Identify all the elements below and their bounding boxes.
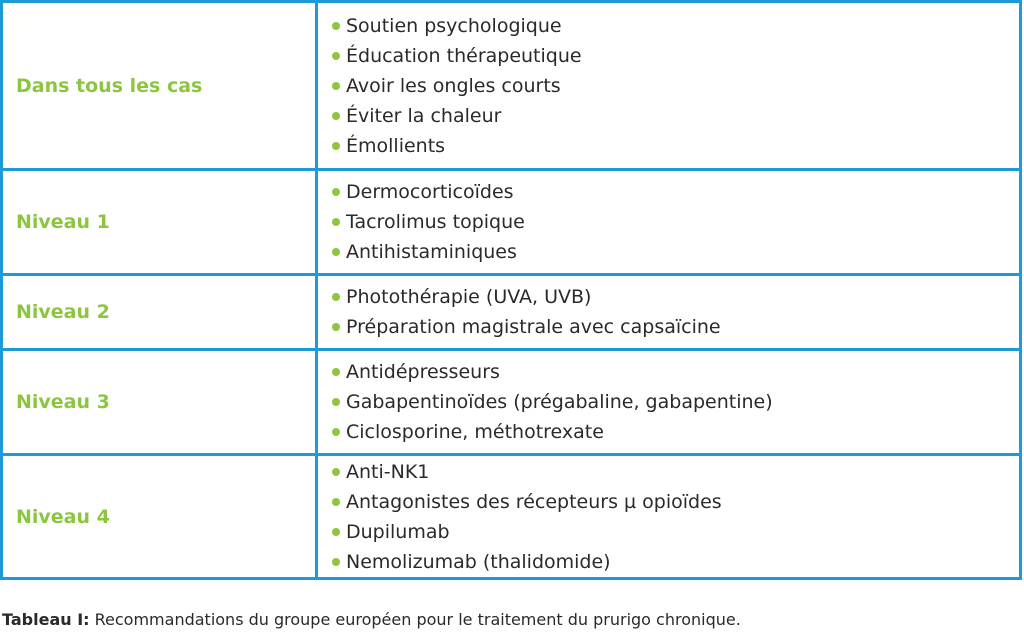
table-row: [3, 168, 1019, 273]
caption-text: Recommandations du groupe européen pour le traitement du prurigo chronique.: [89, 610, 741, 629]
row-label: Niveau 4: [3, 456, 318, 577]
table-caption: [2, 610, 741, 629]
list-item: Gabapentinoïdes (prégabaline, gabapentine): [332, 387, 1019, 417]
bullet-icon: [332, 248, 340, 256]
list-item: Tacrolimus topique: [332, 207, 1019, 237]
table-row: [3, 453, 1019, 577]
list-item: Dermocorticoïdes: [332, 177, 1019, 207]
bullet-icon: [332, 398, 340, 406]
list-item: Dupilumab: [332, 517, 1019, 547]
list-item: Nemolizumab (thalidomide): [332, 547, 1019, 577]
bullet-icon: [332, 82, 340, 90]
bullet-icon: [332, 368, 340, 376]
list-item: Éducation thérapeutique: [332, 41, 1019, 71]
treatment-list: [318, 171, 1019, 273]
list-item: Antidépresseurs: [332, 357, 1019, 387]
bullet-icon: [332, 468, 340, 476]
bullet-icon: [332, 188, 340, 196]
list-item: Soutien psychologique: [332, 11, 1019, 41]
row-label: Niveau 2: [3, 276, 318, 348]
bullet-icon: [332, 218, 340, 226]
list-item: Ciclosporine, méthotrexate: [332, 417, 1019, 447]
list-item: Avoir les ongles courts: [332, 71, 1019, 101]
bullet-icon: [332, 498, 340, 506]
list-item: Éviter la chaleur: [332, 101, 1019, 131]
bullet-icon: [332, 293, 340, 301]
row-label: Dans tous les cas: [3, 3, 318, 168]
bullet-icon: [332, 112, 340, 120]
table-row: [3, 3, 1019, 168]
list-item: Antihistaminiques: [332, 237, 1019, 267]
list-item: Antagonistes des récepteurs µ opioïdes: [332, 487, 1019, 517]
bullet-icon: [332, 428, 340, 436]
list-item: Émollients: [332, 131, 1019, 161]
table-row: [3, 348, 1019, 453]
treatment-list: [318, 351, 1019, 453]
treatment-list: [318, 456, 1019, 577]
bullet-icon: [332, 558, 340, 566]
list-item: Préparation magistrale avec capsaïcine: [332, 312, 1019, 342]
row-label: Niveau 1: [3, 171, 318, 273]
bullet-icon: [332, 142, 340, 150]
bullet-icon: [332, 528, 340, 536]
list-item: Photothérapie (UVA, UVB): [332, 282, 1019, 312]
caption-label: Tableau I:: [2, 610, 90, 629]
treatment-list: [318, 276, 1019, 348]
treatment-list: [318, 3, 1019, 168]
row-label: Niveau 3: [3, 351, 318, 453]
bullet-icon: [332, 22, 340, 30]
bullet-icon: [332, 323, 340, 331]
table-row: [3, 273, 1019, 348]
bullet-icon: [332, 52, 340, 60]
list-item: Anti-NK1: [332, 457, 1019, 487]
